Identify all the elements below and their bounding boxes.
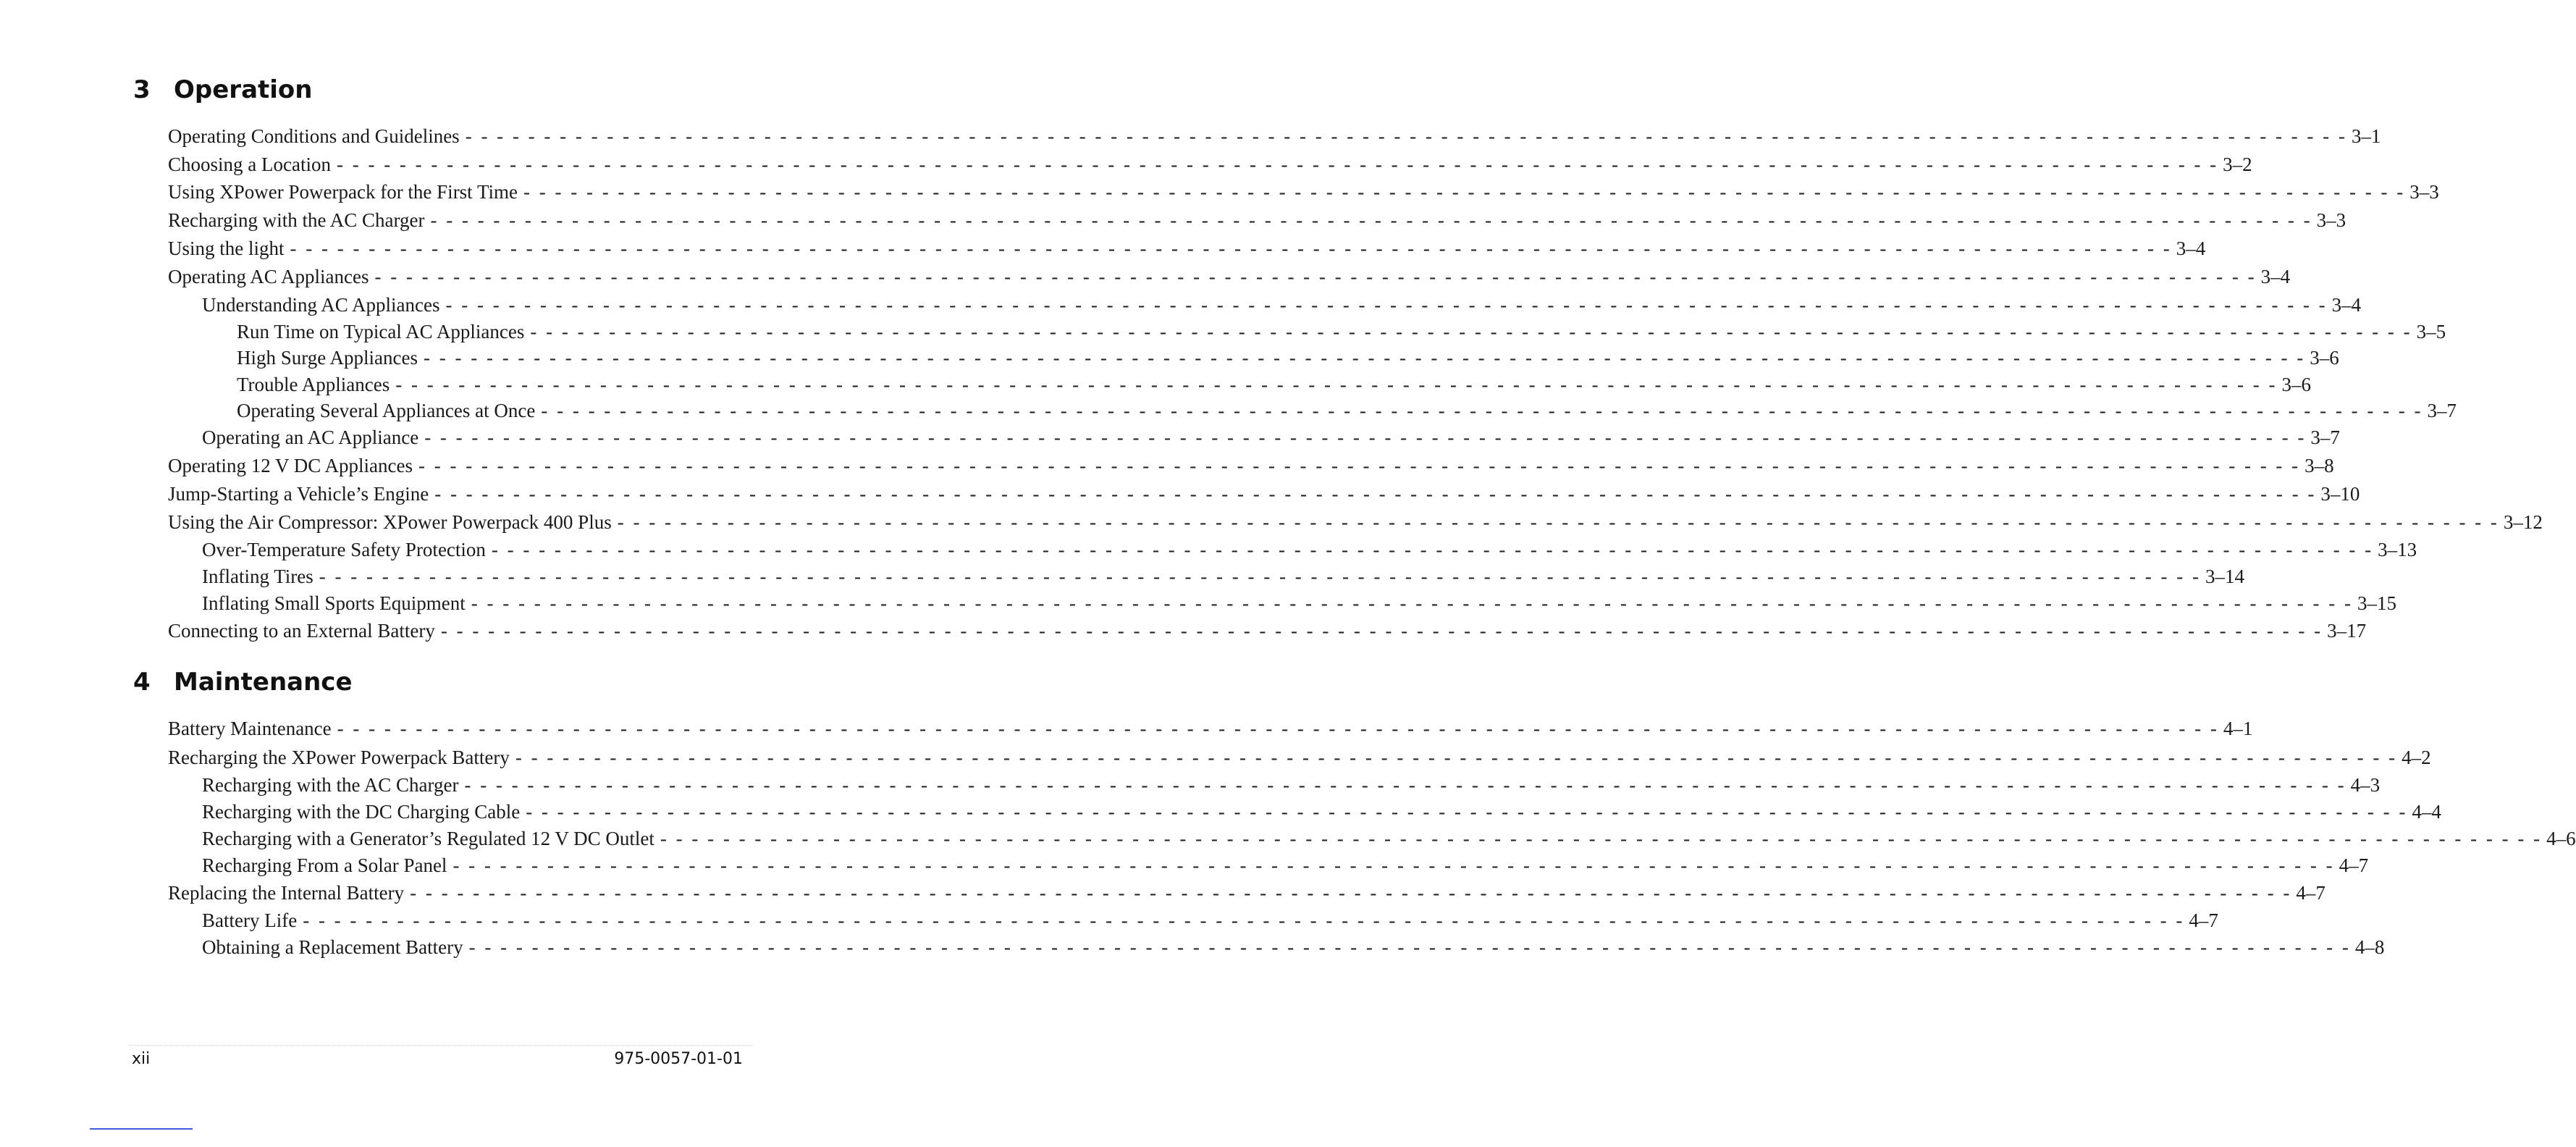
toc-entry-title: Battery Life: [202, 909, 298, 931]
toc-entry-page: 3–7: [2427, 400, 2457, 421]
toc-entry-title: Obtaining a Replacement Battery: [202, 936, 463, 958]
dot-leader: - - - - - - - - - - - - - - - - - - - - - - - - - - - - - - - - - - - - - - - - - - - - - - - - - - - - - - - - - - - - - - - - - - - - - - - - - - - - - - - - - - - - - - - - - - - - - - - - - - - - - - - - - - - - - - - - - - - - - - - -: [515, 747, 2398, 768]
dot-leader: - - - - - - - - - - - - - - - - - - - - - - - - - - - - - - - - - - - - - - - - - - - - - - - - - - - - - - - - - - - - - - - - - - - - - - - - - - - - - - - - - - - - - - - - - - - - - - - - - - - - - - - - - - - - - - - - - - - - - - - -: [336, 154, 2219, 175]
toc-entry-title: Recharging with the DC Charging Cable: [202, 801, 521, 823]
toc-entry[interactable]: [168, 207, 2346, 233]
toc-entry-page: 3–6: [2281, 374, 2311, 395]
toc-entry[interactable]: [168, 618, 2367, 644]
toc-entry[interactable]: [202, 852, 2369, 878]
toc-entry-page: 4–1: [2223, 718, 2253, 739]
toc-entry[interactable]: [168, 509, 2543, 535]
chapter-heading: [133, 668, 353, 697]
toc-entry-title: Over-Temperature Safety Protection: [202, 539, 486, 560]
dot-leader: - - - - - - - - - - - - - - - - - - - - - - - - - - - - - - - - - - - - - - - - - - - - - - - - - - - - - - - - - - - - - - - - - - - - - - - - - - - - - - - - - - - - - - - - - - - - - - - - - - - - - - - - - - - - - - - - - - - - - - - -: [303, 909, 2185, 931]
dot-leader: - - - - - - - - - - - - - - - - - - - - - - - - - - - - - - - - - - - - - - - - - - - - - - - - - - - - - - - - - - - - - - - - - - - - - - - - - - - - - - - - - - - - - - - - - - - - - - - - - - - - - - - - - - - - - - - - - - - - - - - -: [440, 620, 2323, 642]
toc-entry-page: 3–3: [2316, 209, 2346, 231]
toc-entry-title: Understanding AC Appliances: [202, 294, 440, 316]
toc-entry-page: 3–2: [2223, 154, 2252, 175]
toc-entry[interactable]: [202, 537, 2417, 563]
dot-leader: - - - - - - - - - - - - - - - - - - - - - - - - - - - - - - - - - - - - - - - - - - - - - - - - - - - - - - - - - - - - - - - - - - - - - - - - - - - - - - - - - - - - - - - - - - - - - - - - - - - - - - - - - - - - - - - - - - - - - - - -: [541, 400, 2423, 421]
toc-entry-title: Operating AC Appliances: [168, 266, 369, 287]
toc-entry-title: Choosing a Location: [168, 154, 331, 175]
dot-leader: - - - - - - - - - - - - - - - - - - - - - - - - - - - - - - - - - - - - - - - - - - - - - - - - - - - - - - - - - - - - - - - - - - - - - - - - - - - - - - - - - - - - - - - - - - - - - - - - - - - - - - - - - - - - - - - - - - - - - - - -: [453, 854, 2335, 876]
toc-entry-title: Using the Air Compressor: XPower Powerpack 400 Plus: [168, 511, 612, 533]
toc-entry-title: Using the light: [168, 238, 285, 259]
dot-leader: - - - - - - - - - - - - - - - - - - - - - - - - - - - - - - - - - - - - - - - - - - - - - - - - - - - - - - - - - - - - - - - - - - - - - - - - - - - - - - - - - - - - - - - - - - - - - - - - - - - - - - - - - - - - - - - - - - - - - - - -: [424, 427, 2307, 448]
toc-entry-page: 3–4: [2260, 266, 2291, 287]
dot-leader: - - - - - - - - - - - - - - - - - - - - - - - - - - - - - - - - - - - - - - - - - - - - - - - - - - - - - - - - - - - - - - - - - - - - - - - - - - - - - - - - - - - - - - - - - - - - - - - - - - - - - - - - - - - - - - - - - - - - - - - -: [423, 347, 2306, 369]
toc-entry[interactable]: [168, 235, 2206, 261]
toc-entry-page: 4–7: [2296, 882, 2325, 904]
chapter-title: Maintenance: [174, 668, 353, 697]
toc-entry[interactable]: [237, 319, 2446, 345]
toc-entry-page: 4–3: [2350, 774, 2381, 796]
chapter-number: 4: [133, 668, 151, 697]
dot-leader: - - - - - - - - - - - - - - - - - - - - - - - - - - - - - - - - - - - - - - - - - - - - - - - - - - - - - - - - - - - - - - - - - - - - - - - - - - - - - - - - - - - - - - - - - - - - - - - - - - - - - - - - - - - - - - - - - - - - - - - -: [530, 321, 2412, 343]
toc-entry-page: 3–15: [2357, 592, 2396, 614]
footer-rule: [129, 1045, 753, 1046]
toc-entry-title: Recharging with the AC Charger: [202, 774, 459, 796]
toc-entry-page: 4–4: [2412, 801, 2441, 823]
toc-entry-page: 4–7: [2339, 854, 2369, 876]
dot-leader: - - - - - - - - - - - - - - - - - - - - - - - - - - - - - - - - - - - - - - - - - - - - - - - - - - - - - - - - - - - - - - - - - - - - - - - - - - - - - - - - - - - - - - - - - - - - - - - - - - - - - - - - - - - - - - - - - - - - - - - -: [464, 774, 2346, 796]
chapter-heading: [133, 75, 312, 104]
dot-leader: - - - - - - - - - - - - - - - - - - - - - - - - - - - - - - - - - - - - - - - - - - - - - - - - - - - - - - - - - - - - - - - - - - - - - - - - - - - - - - - - - - - - - - - - - - - - - - - - - - - - - - - - - - - - - - - - - - - - - - - -: [445, 294, 2328, 316]
dot-leader: - - - - - - - - - - - - - - - - - - - - - - - - - - - - - - - - - - - - - - - - - - - - - - - - - - - - - - - - - - - - - - - - - - - - - - - - - - - - - - - - - - - - - - - - - - - - - - - - - - - - - - - - - - - - - - - - - - - - - - - -: [319, 566, 2201, 587]
toc-entry-page: 3–10: [2320, 483, 2360, 505]
toc-entry-page: 3–7: [2310, 427, 2340, 448]
toc-entry-title: Using XPower Powerpack for the First Time: [168, 181, 518, 203]
dot-leader: - - - - - - - - - - - - - - - - - - - - - - - - - - - - - - - - - - - - - - - - - - - - - - - - - - - - - - - - - - - - - - - - - - - - - - - - - - - - - - - - - - - - - - - - - - - - - - - - - - - - - - - - - - - - - - - - - - - - - - - -: [523, 181, 2406, 203]
dot-leader: - - - - - - - - - - - - - - - - - - - - - - - - - - - - - - - - - - - - - - - - - - - - - - - - - - - - - - - - - - - - - - - - - - - - - - - - - - - - - - - - - - - - - - - - - - - - - - - - - - - - - - - - - - - - - - - - - - - - - - - -: [410, 882, 2292, 904]
toc-entry[interactable]: [168, 715, 2253, 741]
toc-entry[interactable]: [168, 880, 2325, 906]
toc-entry[interactable]: [202, 799, 2441, 825]
toc-entry[interactable]: [237, 345, 2339, 371]
chapter-title: Operation: [174, 75, 313, 104]
toc-entry[interactable]: [202, 292, 2362, 318]
toc-entry-page: 4–2: [2402, 747, 2431, 768]
toc-entry[interactable]: [202, 590, 2396, 616]
toc-entry-title: Inflating Tires: [202, 566, 313, 587]
toc-entry[interactable]: [168, 481, 2360, 507]
toc-entry[interactable]: [202, 424, 2340, 450]
dot-leader: - - - - - - - - - - - - - - - - - - - - - - - - - - - - - - - - - - - - - - - - - - - - - - - - - - - - - - - - - - - - - - - - - - - - - - - - - - - - - - - - - - - - - - - - - - - - - - - - - - - - - - - - - - - - - - - - - - - - - - - -: [430, 209, 2312, 231]
dot-leader: - - - - - - - - - - - - - - - - - - - - - - - - - - - - - - - - - - - - - - - - - - - - - - - - - - - - - - - - - - - - - - - - - - - - - - - - - - - - - - - - - - - - - - - - - - - - - - - - - - - - - - - - - - - - - - - - - - - - - - - -: [418, 455, 2301, 476]
toc-entry[interactable]: [168, 123, 2381, 149]
dot-leader: - - - - - - - - - - - - - - - - - - - - - - - - - - - - - - - - - - - - - - - - - - - - - - - - - - - - - - - - - - - - - - - - - - - - - - - - - - - - - - - - - - - - - - - - - - - - - - - - - - - - - - - - - - - - - - - - - - - - - - - -: [374, 266, 2257, 287]
toc-entry-page: 3–13: [2378, 539, 2417, 560]
toc-entry-title: Recharging with the AC Charger: [168, 209, 425, 231]
toc-entry[interactable]: [202, 772, 2381, 798]
toc-entry-page: 3–4: [2331, 294, 2362, 316]
toc-entry-title: High Surge Appliances: [237, 347, 418, 369]
dot-leader: - - - - - - - - - - - - - - - - - - - - - - - - - - - - - - - - - - - - - - - - - - - - - - - - - - - - - - - - - - - - - - - - - - - - - - - - - - - - - - - - - - - - - - - - - - - - - - - - - - - - - - - - - - - - - - - - - - - - - - - -: [526, 801, 2408, 823]
dot-leader: - - - - - - - - - - - - - - - - - - - - - - - - - - - - - - - - - - - - - - - - - - - - - - - - - - - - - - - - - - - - - - - - - - - - - - - - - - - - - - - - - - - - - - - - - - - - - - - - - - - - - - - - - - - - - - - - - - - - - - - -: [468, 936, 2351, 958]
dot-leader: - - - - - - - - - - - - - - - - - - - - - - - - - - - - - - - - - - - - - - - - - - - - - - - - - - - - - - - - - - - - - - - - - - - - - - - - - - - - - - - - - - - - - - - - - - - - - - - - - - - - - - - - - - - - - - - - - - - - - - - -: [617, 511, 2499, 533]
dot-leader: - - - - - - - - - - - - - - - - - - - - - - - - - - - - - - - - - - - - - - - - - - - - - - - - - - - - - - - - - - - - - - - - - - - - - - - - - - - - - - - - - - - - - - - - - - - - - - - - - - - - - - - - - - - - - - - - - - - - - - - -: [434, 483, 2317, 505]
toc-entry[interactable]: [168, 453, 2334, 479]
toc-entry-title: Inflating Small Sports Equipment: [202, 592, 466, 614]
toc-entry-page: 3–8: [2304, 455, 2334, 476]
toc-entry[interactable]: [168, 179, 2439, 205]
toc-entry[interactable]: [168, 744, 2431, 770]
toc-entry-title: Recharging From a Solar Panel: [202, 854, 447, 876]
toc-entry-page: 3–1: [2351, 125, 2381, 147]
toc-entry-title: Connecting to an External Battery: [168, 620, 435, 642]
dot-leader: - - - - - - - - - - - - - - - - - - - - - - - - - - - - - - - - - - - - - - - - - - - - - - - - - - - - - - - - - - - - - - - - - - - - - - - - - - - - - - - - - - - - - - - - - - - - - - - - - - - - - - - - - - - - - - - - - - - - - - - -: [491, 539, 2374, 560]
toc-entry[interactable]: [237, 371, 2311, 398]
toc-entry-title: Operating 12 V DC Appliances: [168, 455, 413, 476]
toc-entry-title: Jump-Starting a Vehicle’s Engine: [168, 483, 429, 505]
toc-entry-page: 4–6: [2546, 828, 2576, 849]
toc-entry-page: 4–7: [2189, 909, 2218, 931]
toc-entry-page: 3–17: [2327, 620, 2367, 642]
toc-entry-title: Operating Several Appliances at Once: [237, 400, 536, 421]
toc-entry[interactable]: [202, 907, 2218, 933]
toc-entry[interactable]: [202, 934, 2385, 960]
toc-entry-page: 3–5: [2416, 321, 2446, 343]
footer-page-label: xii: [132, 1050, 151, 1068]
toc-entry-title: Operating an AC Appliance: [202, 427, 419, 448]
toc-entry-page: 3–12: [2503, 511, 2543, 533]
toc-entry-title: Battery Maintenance: [168, 718, 332, 739]
toc-entry[interactable]: [202, 563, 2244, 589]
toc-entry[interactable]: [202, 825, 2576, 852]
footer-doc-number: 975-0057-01-01: [614, 1050, 743, 1068]
toc-entry[interactable]: [168, 151, 2252, 177]
dot-leader: - - - - - - - - - - - - - - - - - - - - - - - - - - - - - - - - - - - - - - - - - - - - - - - - - - - - - - - - - - - - - - - - - - - - - - - - - - - - - - - - - - - - - - - - - - - - - - - - - - - - - - - - - - - - - - - - - - - - - - - -: [337, 718, 2219, 739]
dot-leader: - - - - - - - - - - - - - - - - - - - - - - - - - - - - - - - - - - - - - - - - - - - - - - - - - - - - - - - - - - - - - - - - - - - - - - - - - - - - - - - - - - - - - - - - - - - - - - - - - - - - - - - - - - - - - - - - - - - - - - - -: [471, 592, 2353, 614]
toc-entry-page: 4–8: [2354, 936, 2385, 958]
toc-entry-page: 3–3: [2409, 181, 2439, 203]
chapter-number: 3: [133, 75, 151, 104]
dot-leader: - - - - - - - - - - - - - - - - - - - - - - - - - - - - - - - - - - - - - - - - - - - - - - - - - - - - - - - - - - - - - - - - - - - - - - - - - - - - - - - - - - - - - - - - - - - - - - - - - - - - - - - - - - - - - - - - - - - - - - - -: [660, 828, 2543, 849]
dot-leader: - - - - - - - - - - - - - - - - - - - - - - - - - - - - - - - - - - - - - - - - - - - - - - - - - - - - - - - - - - - - - - - - - - - - - - - - - - - - - - - - - - - - - - - - - - - - - - - - - - - - - - - - - - - - - - - - - - - - - - - -: [395, 374, 2278, 395]
toc-entry-title: Replacing the Internal Battery: [168, 882, 405, 904]
toc-entry-title: Run Time on Typical AC Appliances: [237, 321, 525, 343]
toc-entry[interactable]: [168, 264, 2291, 290]
toc-entry-title: Operating Conditions and Guidelines: [168, 125, 460, 147]
toc-entry-title: Recharging the XPower Powerpack Battery: [168, 747, 510, 768]
toc-entry-title: Trouble Appliances: [237, 374, 390, 395]
toc-entry-page: 3–4: [2176, 238, 2206, 259]
toc-entry-page: 3–6: [2310, 347, 2339, 369]
toc-entry[interactable]: [237, 398, 2457, 424]
dot-leader: - - - - - - - - - - - - - - - - - - - - - - - - - - - - - - - - - - - - - - - - - - - - - - - - - - - - - - - - - - - - - - - - - - - - - - - - - - - - - - - - - - - - - - - - - - - - - - - - - - - - - - - - - - - - - - - - - - - - - - - -: [290, 238, 2172, 259]
toc-entry-title: Recharging with a Generator’s Regulated 12 V DC Outlet: [202, 828, 654, 849]
toc-entry-page: 3–14: [2205, 566, 2244, 587]
bottom-rule: [90, 1128, 193, 1130]
dot-leader: - - - - - - - - - - - - - - - - - - - - - - - - - - - - - - - - - - - - - - - - - - - - - - - - - - - - - - - - - - - - - - - - - - - - - - - - - - - - - - - - - - - - - - - - - - - - - - - - - - - - - - - - - - - - - - - - - - - - - - - -: [465, 125, 2347, 147]
